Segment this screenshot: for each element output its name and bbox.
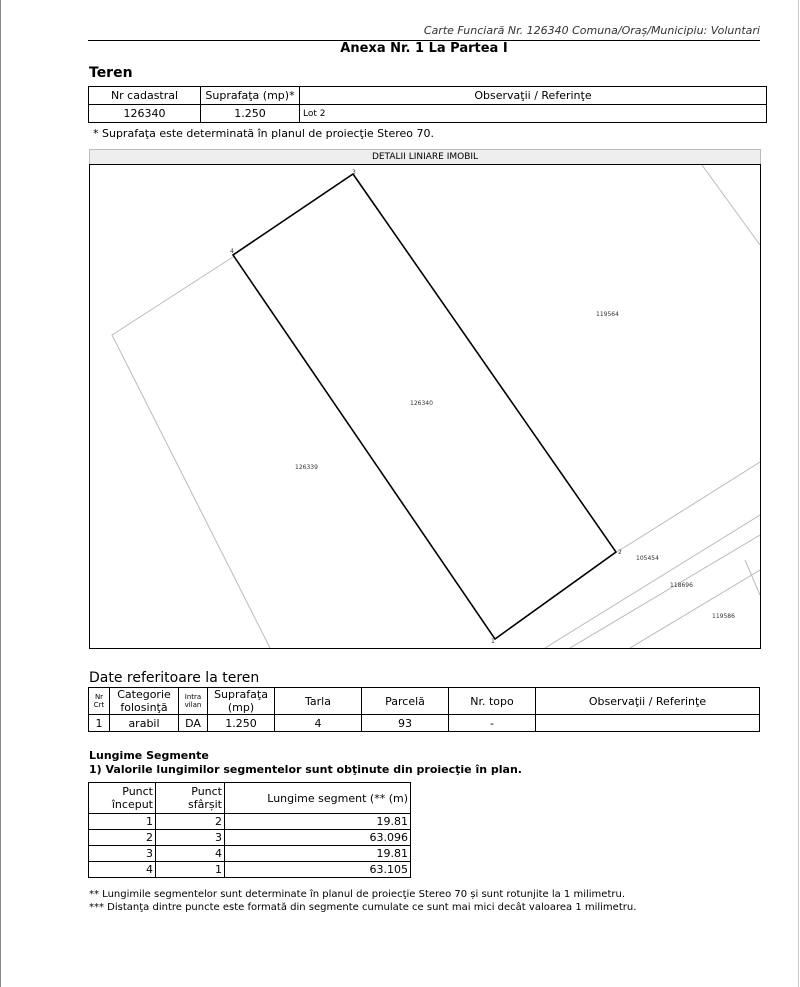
- col-nr-crt: Nr Crt: [89, 688, 110, 715]
- col-suprafata: Suprafaţa (mp): [208, 688, 275, 715]
- table-row: [89, 862, 411, 878]
- col-observatii: Observaţii / Referinţe: [536, 688, 760, 715]
- cell-inceput: 2: [89, 830, 156, 846]
- cell-parcela: 93: [362, 715, 449, 732]
- table-header-row: [89, 783, 411, 814]
- parcel-label-118696: 118696: [670, 582, 693, 589]
- col-punct-inceput: Punct început: [89, 783, 156, 814]
- point-label-1: 1: [491, 638, 495, 645]
- map-title: DETALII LINIARE IMOBIL: [89, 149, 761, 165]
- parcel-label-105454: 105454: [636, 555, 659, 562]
- footnote-lungimi: ** Lungimile segmentelor sunt determinate în planul de proiecţie Stereo 70 și sunt rotunjite la 1 milimetru.: [89, 889, 625, 900]
- page-title: Anexa Nr. 1 La Partea I: [340, 41, 508, 56]
- point-label-4: 4: [230, 248, 234, 255]
- table-row: [89, 105, 767, 123]
- cell-observatii: [536, 715, 760, 732]
- parcel-map: [89, 164, 761, 649]
- cell-lungime: 19.81: [225, 814, 411, 830]
- cell-sfarsit: 3: [156, 830, 225, 846]
- page-border-right: [798, 0, 799, 987]
- table-row: [89, 830, 411, 846]
- page-border-left: [0, 0, 1, 987]
- parcel-label-126339: 126339: [295, 464, 318, 471]
- cell-sfarsit: 2: [156, 814, 225, 830]
- cell-lungime: 19.81: [225, 846, 411, 862]
- table-header-row: [89, 87, 767, 105]
- point-label-2: 2: [618, 549, 622, 556]
- cell-suprafata: 1.250: [208, 715, 275, 732]
- col-observatii: Observaţii / Referinţe: [300, 87, 767, 105]
- cell-nr-topo: -: [449, 715, 536, 732]
- col-lungime-segment: Lungime segment (** (m): [225, 783, 411, 814]
- table-row: [89, 715, 760, 732]
- col-categorie: Categorie folosinţă: [110, 688, 179, 715]
- cell-inceput: 1: [89, 814, 156, 830]
- road-line-3: [570, 535, 760, 648]
- table-header-row: [89, 688, 760, 715]
- col-nr-topo: Nr. topo: [449, 688, 536, 715]
- cell-inceput: 3: [89, 846, 156, 862]
- suprafata-note: * Suprafaţa este determinată în planul de proiecţie Stereo 70.: [93, 127, 435, 140]
- point-label-3: 3: [352, 169, 356, 176]
- cell-inceput: 4: [89, 862, 156, 878]
- cell-suprafata: 1.250: [201, 105, 300, 123]
- col-tarla: Tarla: [275, 688, 362, 715]
- cell-lungime: 63.105: [225, 862, 411, 878]
- cell-nr-crt: 1: [89, 715, 110, 732]
- col-nr-cadastral: Nr cadastral: [89, 87, 201, 105]
- section-title-teren: Teren: [89, 65, 133, 81]
- date-teren-table: [88, 687, 760, 732]
- cell-nr-cadastral: 126340: [89, 105, 201, 123]
- cell-tarla: 4: [275, 715, 362, 732]
- segmente-table: [88, 782, 411, 878]
- table-row: [89, 846, 411, 862]
- section-title-lungime: Lungime Segmente: [89, 749, 209, 762]
- neighbor-parcel-left: [112, 257, 270, 648]
- cell-sfarsit: 4: [156, 846, 225, 862]
- col-parcela: Parcelă: [362, 688, 449, 715]
- road-line-1: [617, 462, 760, 552]
- cell-intravilan: DA: [179, 715, 208, 732]
- parcel-map-svg: [90, 165, 760, 648]
- table-row: [89, 814, 411, 830]
- teren-table: [88, 86, 767, 123]
- cell-categorie: arabil: [110, 715, 179, 732]
- col-punct-sfarsit: Punct sfârșit: [156, 783, 225, 814]
- parcel-label-119564: 119564: [596, 311, 619, 318]
- cell-observatii: Lot 2: [300, 105, 767, 123]
- parcel-label-126340: 126340: [410, 400, 433, 407]
- section-title-date-teren: Date referitoare la teren: [89, 670, 260, 686]
- carte-funciara-header: Carte Funciară Nr. 126340 Comuna/Oraș/Municipiu: Voluntari: [423, 24, 760, 37]
- col-intravilan: Intra vilan: [179, 688, 208, 715]
- cell-sfarsit: 1: [156, 862, 225, 878]
- road-line-4: [630, 570, 760, 648]
- neighbor-boundary-top-right: [702, 165, 760, 245]
- cell-lungime: 63.096: [225, 830, 411, 846]
- lungime-subtitle: 1) Valorile lungimilor segmentelor sunt obţinute din proiecţie în plan.: [89, 763, 522, 776]
- road-line-2: [545, 515, 760, 648]
- col-suprafata: Suprafaţa (mp)*: [201, 87, 300, 105]
- parcel-label-119586: 119586: [712, 613, 735, 620]
- footnote-distanta: *** Distanţa dintre puncte este formată din segmente cumulate ce sunt mai mici decât valoarea 1 milimetru.: [89, 902, 637, 913]
